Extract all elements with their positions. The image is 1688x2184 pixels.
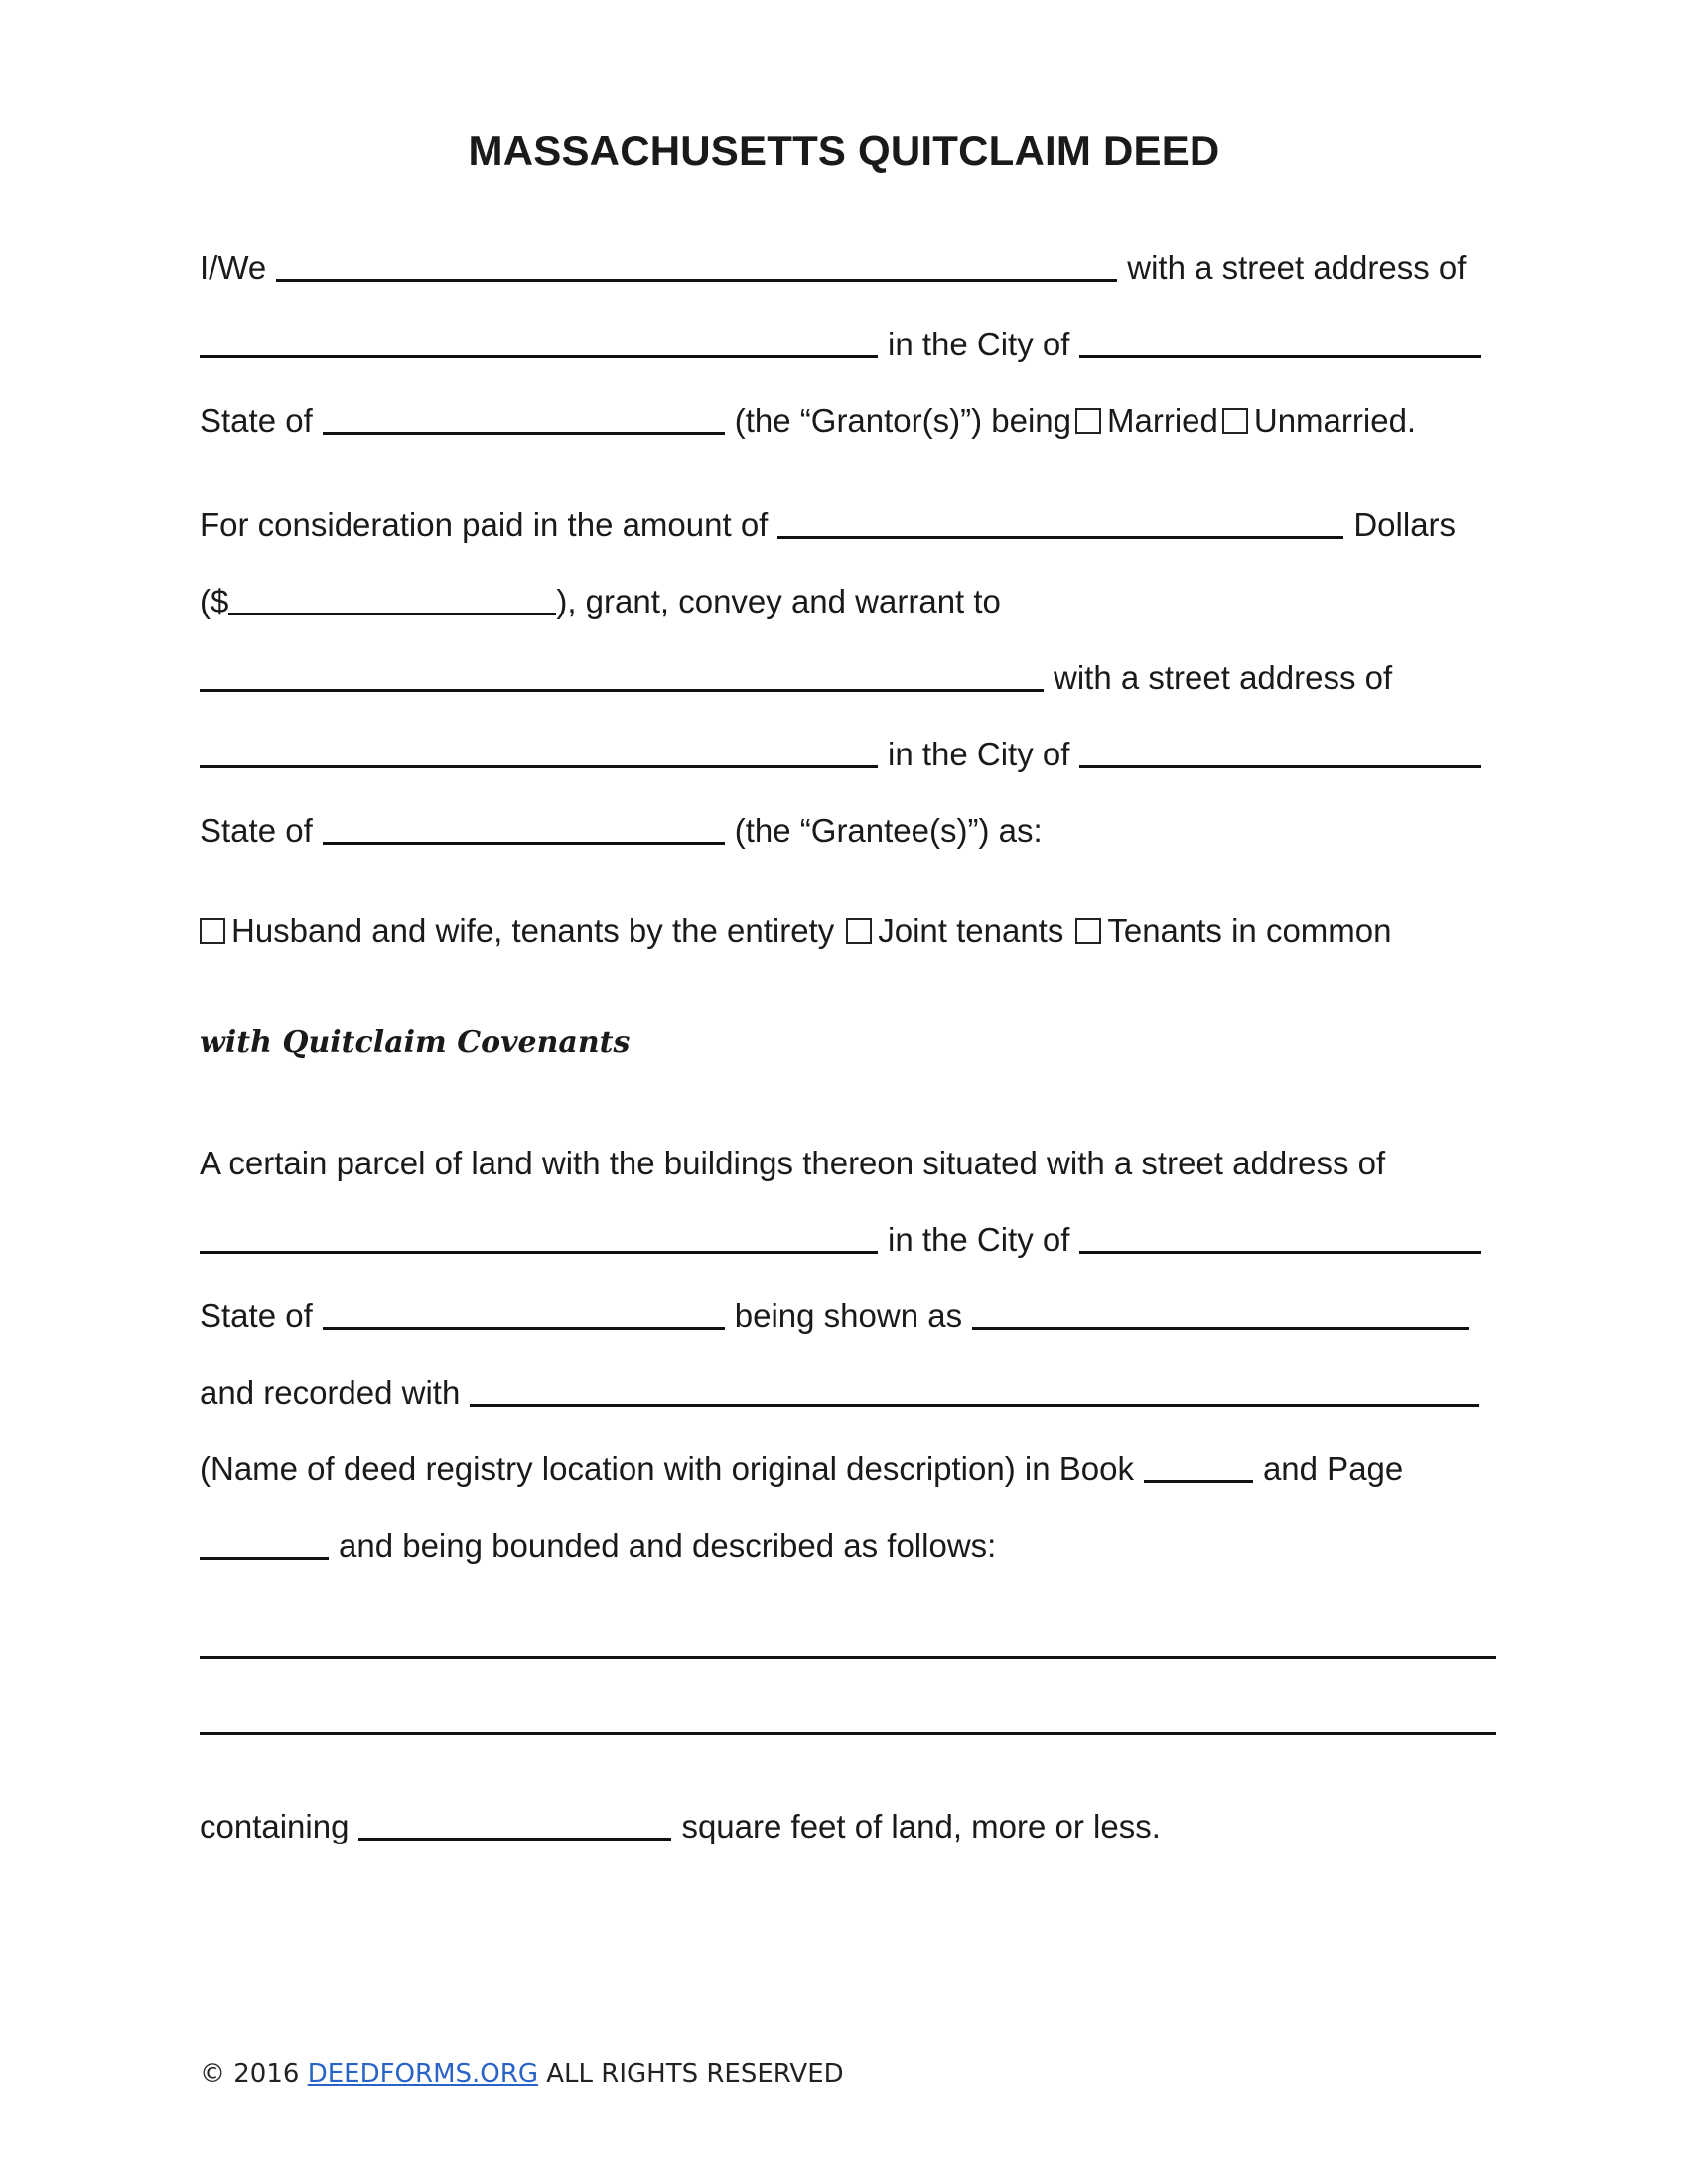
parcel-in-city-label: in the City of (888, 1221, 1070, 1258)
copyright-text: © 2016 (200, 2059, 300, 2089)
grantor-city-field[interactable] (1079, 326, 1481, 358)
husband-wife-checkbox[interactable] (200, 918, 225, 944)
grantee-address-line (200, 735, 1496, 774)
page-title: MASSACHUSETTS QUITCLAIM DEED (468, 127, 1220, 174)
description-line-1[interactable] (200, 1656, 1496, 1659)
parcel-state-of-label: State of (200, 1297, 313, 1334)
grantee-name-line (200, 658, 1496, 698)
grantee-with-street-label: with a street address of (1054, 659, 1393, 696)
recorded-with-field[interactable] (470, 1374, 1479, 1407)
sqft-label: square feet of land, more or less. (681, 1808, 1161, 1844)
tenants-common-label: Tenants in common (1107, 912, 1392, 949)
unmarried-label: Unmarried. (1253, 402, 1417, 439)
married-label: Married (1107, 402, 1218, 439)
grantee-in-city-label: in the City of (888, 736, 1070, 772)
deedforms-link[interactable]: DEEDFORMS.ORG (307, 2059, 538, 2089)
grantor-being-label: (the “Grantor(s)”) being (734, 402, 1072, 439)
grant-convey-label: ), grant, convey and warrant to (556, 583, 1001, 619)
containing-label: containing (200, 1808, 350, 1844)
bounded-line (200, 1526, 1496, 1566)
registry-line (200, 1449, 1496, 1489)
with-street-label: with a street address of (1127, 249, 1467, 286)
book-field[interactable] (1144, 1450, 1253, 1483)
dollar-open-label: ($ (200, 583, 229, 619)
parcel-city-field[interactable] (1079, 1221, 1481, 1254)
grantor-address-line (200, 325, 1496, 364)
covenants-heading: with Quitclaim Covenants (200, 1025, 631, 1060)
parcel-intro-line (200, 1144, 1496, 1183)
parcel-state-field[interactable] (323, 1297, 725, 1330)
footer (200, 2059, 844, 2089)
grantee-name-field[interactable] (200, 659, 1044, 692)
being-shown-label: being shown as (734, 1297, 963, 1334)
square-feet-field[interactable] (358, 1808, 671, 1841)
joint-tenants-label: Joint tenants (878, 912, 1064, 949)
grantor-name-field[interactable] (276, 249, 1117, 282)
grantee-state-line (200, 811, 1496, 851)
description-line-2[interactable] (200, 1732, 1496, 1735)
grantor-name-line (200, 248, 1496, 288)
joint-tenants-checkbox[interactable] (846, 918, 872, 944)
iwe-label: I/We (200, 249, 267, 286)
consideration-line (200, 505, 1496, 545)
state-of-label: State of (200, 402, 313, 439)
consideration-words-field[interactable] (777, 506, 1343, 539)
grantee-state-of-label: State of (200, 812, 313, 849)
in-city-label: in the City of (888, 326, 1070, 362)
grantee-city-field[interactable] (1079, 736, 1481, 768)
registry-label: (Name of deed registry location with original description) in Book (200, 1450, 1134, 1487)
grantee-state-field[interactable] (323, 812, 725, 845)
and-page-label: and Page (1262, 1450, 1404, 1487)
unmarried-checkbox[interactable] (1222, 408, 1248, 434)
containing-line (200, 1807, 1496, 1846)
grantee-street-field[interactable] (200, 736, 878, 768)
being-shown-field[interactable] (972, 1297, 1469, 1330)
consideration-amount-field[interactable] (228, 583, 556, 615)
page-field[interactable] (200, 1527, 329, 1560)
rights-text: ALL RIGHTS RESERVED (546, 2059, 844, 2089)
grantor-state-field[interactable] (323, 402, 725, 435)
grantor-street-field[interactable] (200, 326, 878, 358)
amount-line (200, 582, 1496, 621)
grantor-state-line (200, 401, 1496, 441)
tenancy-line (200, 911, 1496, 951)
parcel-intro-text: A certain parcel of land with the buildings thereon situated with a street address of (200, 1145, 1386, 1181)
recorded-with-line (200, 1373, 1496, 1413)
grantee-as-label: (the “Grantee(s)”) as: (734, 812, 1043, 849)
parcel-state-line (200, 1297, 1496, 1336)
married-checkbox[interactable] (1075, 408, 1101, 434)
parcel-street-field[interactable] (200, 1221, 878, 1254)
recorded-with-label: and recorded with (200, 1374, 461, 1411)
consideration-label: For consideration paid in the amount of (200, 506, 769, 543)
tenants-common-checkbox[interactable] (1075, 918, 1101, 944)
dollars-label: Dollars (1353, 506, 1457, 543)
bounded-label: and being bounded and described as follows: (339, 1527, 997, 1564)
husband-wife-label: Husband and wife, tenants by the entirety (231, 912, 835, 949)
parcel-address-line (200, 1220, 1496, 1260)
